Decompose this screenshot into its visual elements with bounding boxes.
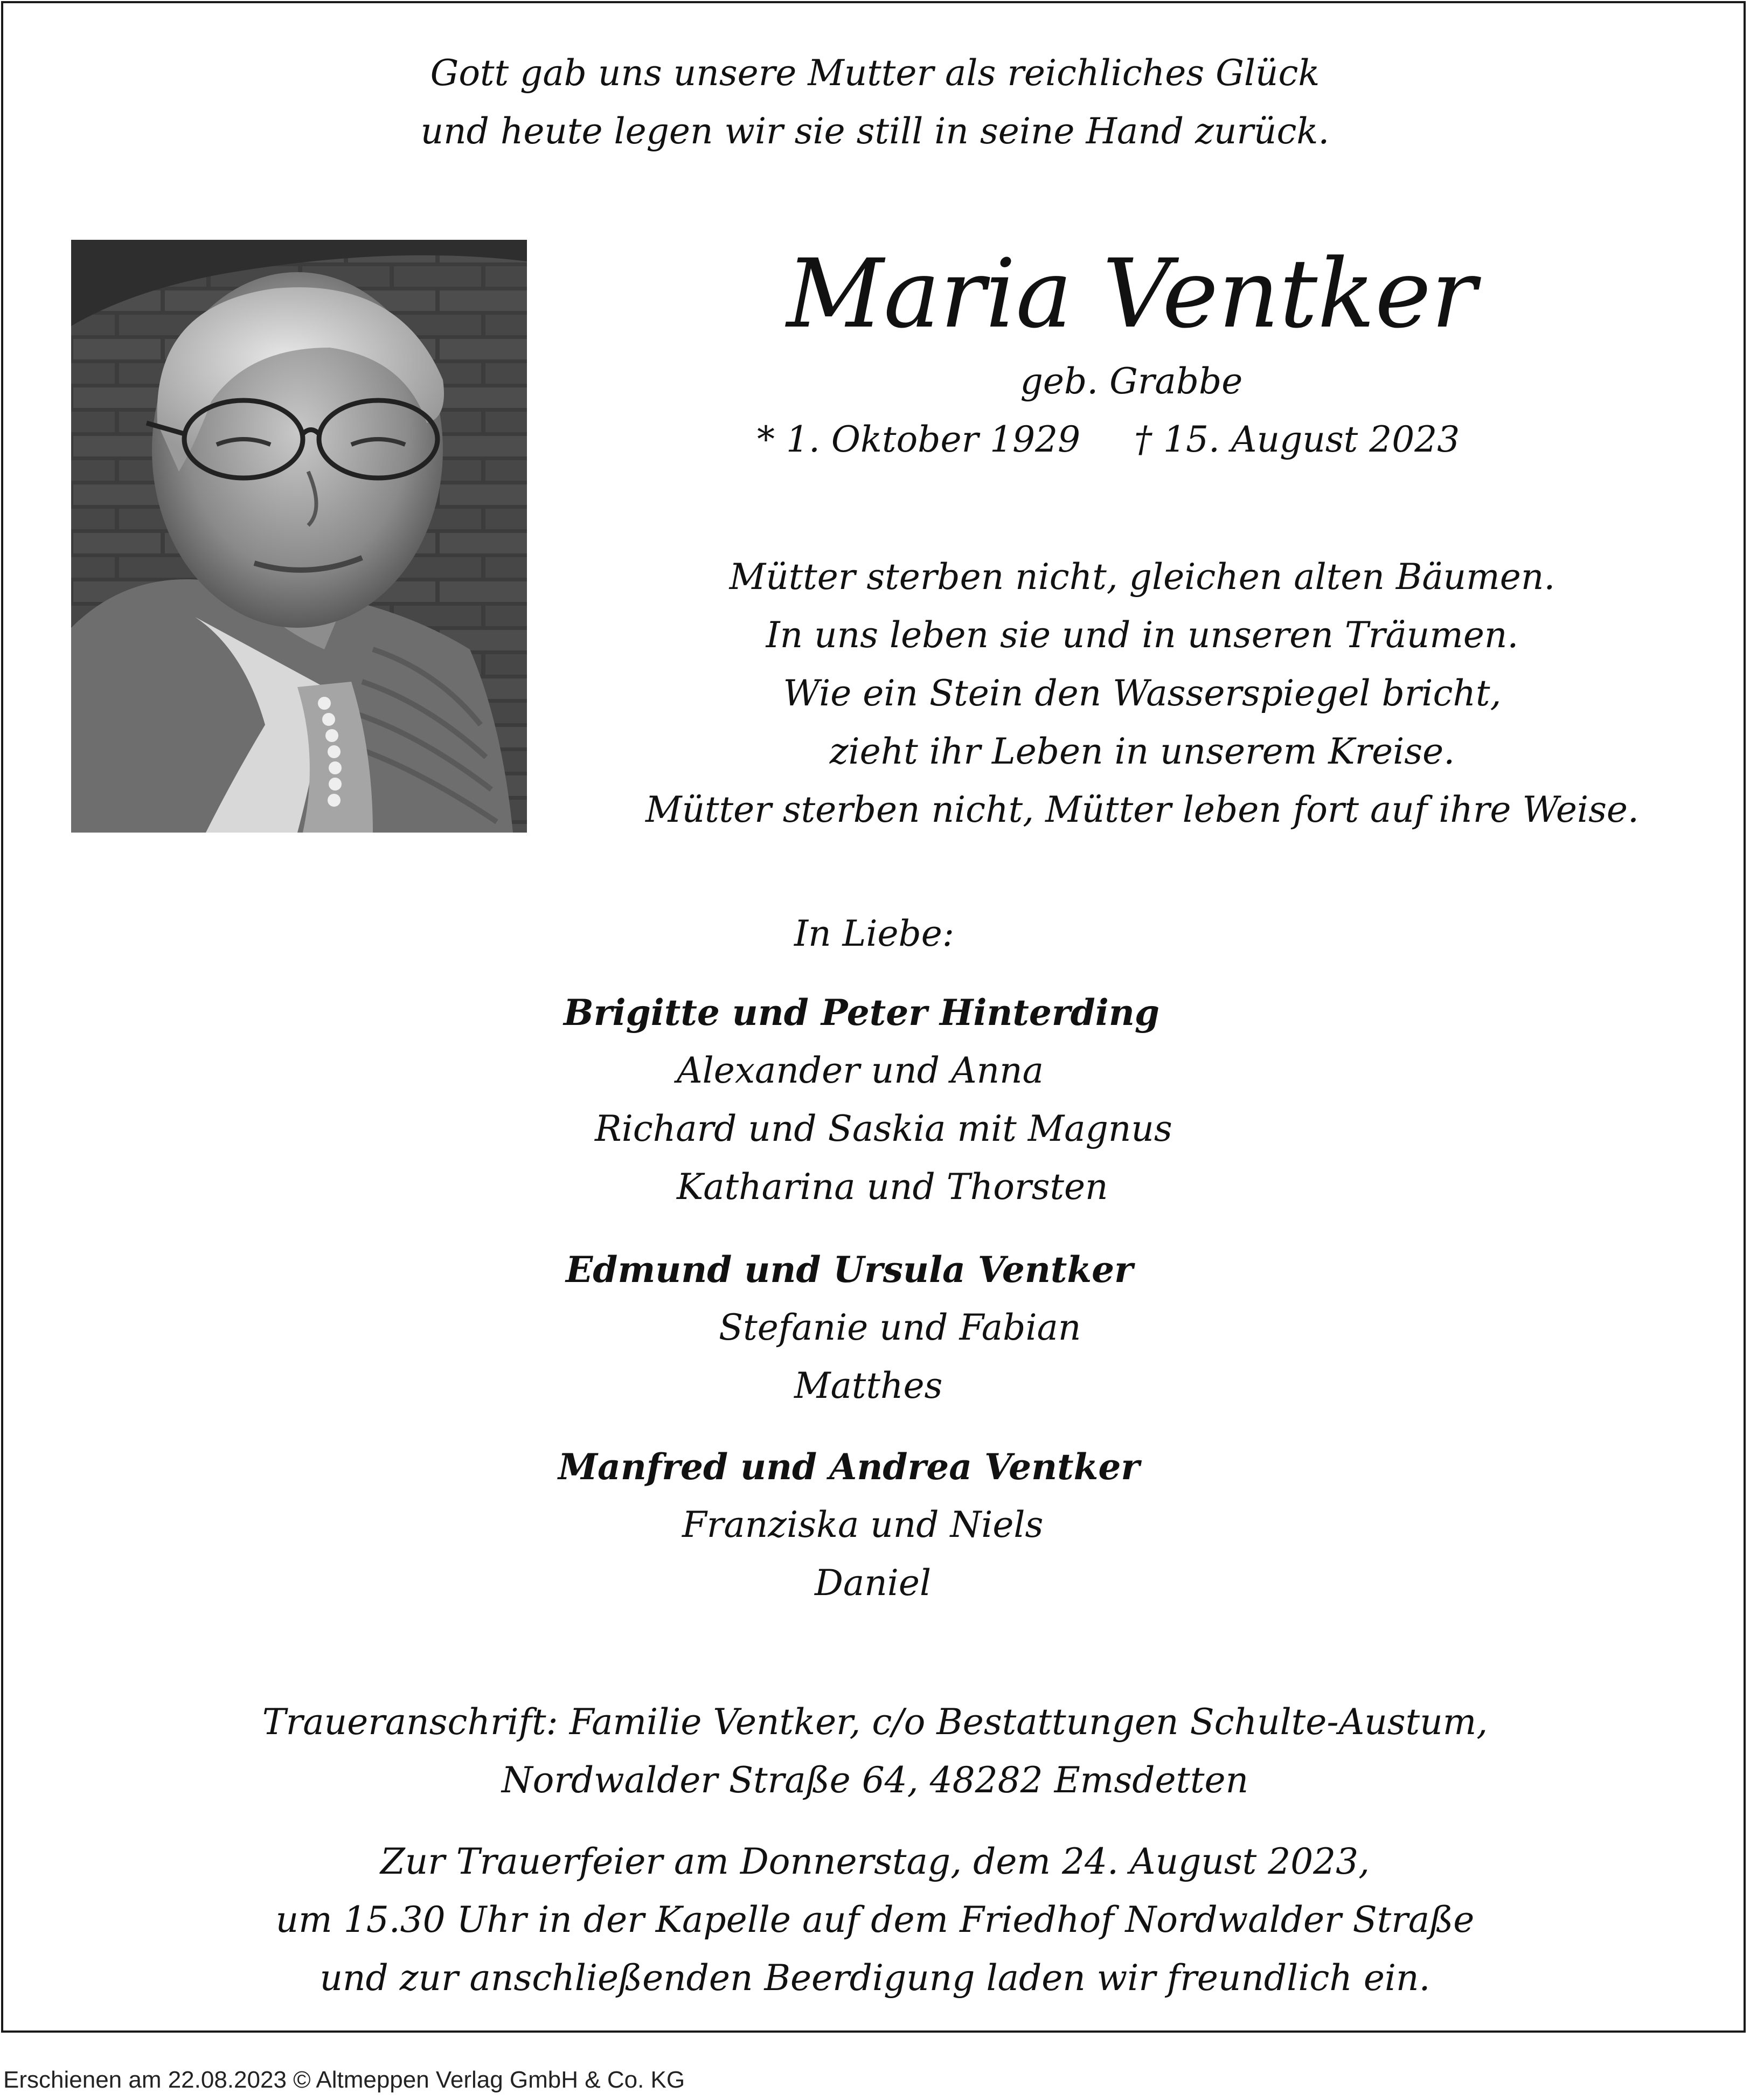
family-head-2: Edmund und Ursula Ventker — [566, 1249, 1133, 1291]
family-member: Katharina und Thorsten — [677, 1166, 1108, 1208]
motto-line-2: und heute legen wir sie still in seine Hand zurück. — [420, 110, 1330, 152]
family-member: Alexander und Anna — [677, 1050, 1044, 1091]
poem-line-3: Wie ein Stein den Wasserspiegel bricht, — [783, 673, 1502, 714]
poem-line-4: zieht ihr Leben in unserem Kreise. — [829, 731, 1455, 772]
portrait-photo-icon — [71, 240, 527, 833]
family-head-1: Brigitte und Peter Hinterding — [564, 992, 1159, 1034]
family-member: Franziska und Niels — [682, 1504, 1044, 1545]
poem-line-2: In uns leben sie und in unseren Träumen. — [766, 614, 1519, 656]
service-line-3: und zur anschließenden Beerdigung laden wir freundlich ein. — [320, 1957, 1430, 1999]
family-member: Matthes — [794, 1365, 943, 1406]
service-line-1: Zur Trauerfeier am Donnerstag, dem 24. August 2023, — [380, 1841, 1370, 1882]
poem-line-5: Mütter sterben nicht, Mütter leben fort auf ihre Weise. — [645, 789, 1639, 830]
publication-footer: Erschienen am 22.08.2023 © Altmeppen Verlag GmbH & Co. KG — [3, 2067, 685, 2093]
motto-line-1: Gott gab uns unsere Mutter als reichliches Glück — [430, 52, 1320, 94]
deceased-name: Maria Ventker — [786, 239, 1477, 349]
birth-date: * 1. Oktober 1929 — [757, 419, 1081, 460]
service-line-2: um 15.30 Uhr in der Kapelle auf dem Friedhof Nordwalder Straße — [275, 1899, 1475, 1940]
poem-line-1: Mütter sterben nicht, gleichen alten Bäumen. — [729, 556, 1555, 598]
address-line-1: Traueranschrift: Familie Ventker, c/o Bestattungen Schulte-Austum, — [262, 1701, 1488, 1743]
portrait-photo — [71, 240, 527, 833]
death-date: † 15. August 2023 — [1134, 419, 1460, 460]
family-member: Richard und Saskia mit Magnus — [595, 1108, 1172, 1149]
in-love-label: In Liebe: — [794, 913, 955, 954]
family-member: Daniel — [815, 1562, 932, 1604]
family-head-3: Manfred und Andrea Ventker — [558, 1446, 1140, 1488]
maiden-name: geb. Grabbe — [1020, 361, 1243, 402]
address-line-2: Nordwalder Straße 64, 48282 Emsdetten — [501, 1759, 1249, 1801]
family-member: Stefanie und Fabian — [719, 1307, 1081, 1348]
